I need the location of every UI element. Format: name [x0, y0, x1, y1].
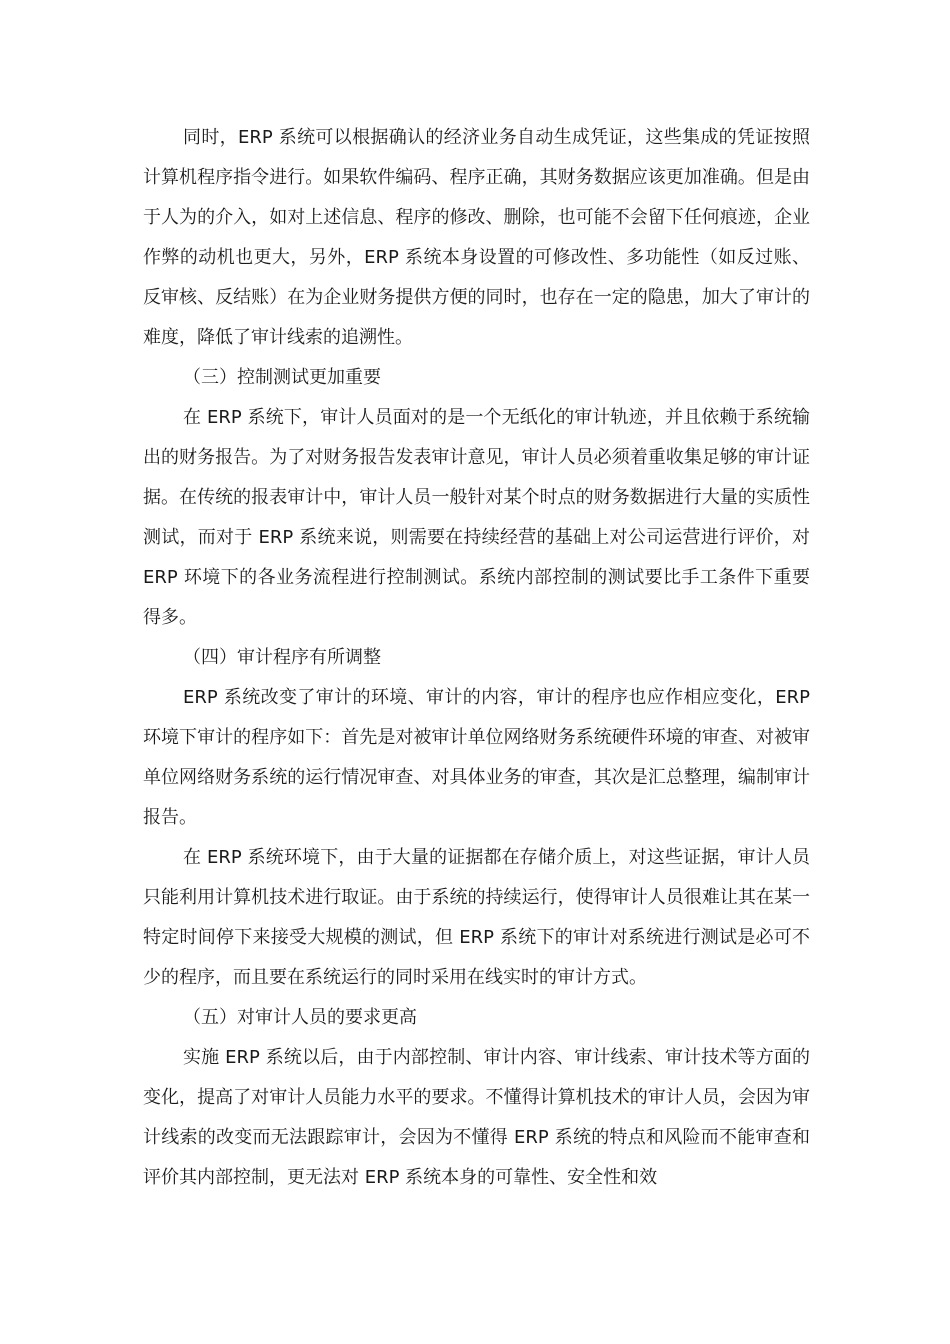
paragraph-auditor-requirements: 实施 ERP 系统以后，由于内部控制、审计内容、审计线索、审计技术等方面的变化，提高了对审计人员能力水平的要求。不懂得计算机技术的审计人员，会因为审计线索的改变而无法跟踪审计，会因为不懂得 ERP 系统的特点和风险而不能审查和评价其内部控制，更无法对 ERP 系统本身的可靠性、安全性和效	[143, 1047, 810, 1188]
document-body	[143, 118, 810, 1198]
paragraph-control-testing: 在 ERP 系统下，审计人员面对的是一个无纸化的审计轨迹，并且依赖于系统输出的财务报告。为了对财务报告发表审计意见，审计人员必须着重收集足够的审计证据。在传统的报表审计中，审计人员一般针对某个时点的财务数据进行大量的实质性测试，而对于 ERP 系统来说，则需要在持续经营的基础上对公司运营进行评价，对 ERP 环境下的各业务流程进行控制测试。系统内部控制的测试要比手工条件下重要得多。	[143, 407, 810, 628]
section-heading-control-testing: （三）控制测试更加重要	[183, 367, 381, 388]
paragraph-online-audit: 在 ERP 系统环境下，由于大量的证据都在存储介质上，对这些证据，审计人员只能利用计算机技术进行取证。由于系统的持续运行，使得审计人员很难让其在某一特定时间停下来接受大规模的测试，但 ERP 系统下的审计对系统进行测试是必可不少的程序，而且要在系统运行的同时采用在线实时的审计方式。	[143, 847, 810, 988]
paragraph-erp-voucher-risk: 同时，ERP 系统可以根据确认的经济业务自动生成凭证，这些集成的凭证按照计算机程序指令进行。如果软件编码、程序正确，其财务数据应该更加准确。但是由于人为的介入，如对上述信息、程序的修改、删除，也可能不会留下任何痕迹，企业作弊的动机也更大，另外，ERP 系统本身设置的可修改性、多功能性（如反过账、反审核、反结账）在为企业财务提供方便的同时，也存在一定的隐患，加大了审计的难度，降低了审计线索的追溯性。	[143, 127, 810, 348]
paragraph-audit-procedure: ERP 系统改变了审计的环境、审计的内容，审计的程序也应作相应变化，ERP 环境下审计的程序如下：首先是对被审计单位网络财务系统硬件环境的审查、对被审单位网络财务系统的运行情况审查、对具体业务的审查，其次是汇总整理，编制审计报告。	[143, 687, 810, 828]
section-heading-audit-procedure: （四）审计程序有所调整	[183, 647, 381, 668]
section-heading-auditor-requirements: （五）对审计人员的要求更高	[183, 1007, 417, 1028]
